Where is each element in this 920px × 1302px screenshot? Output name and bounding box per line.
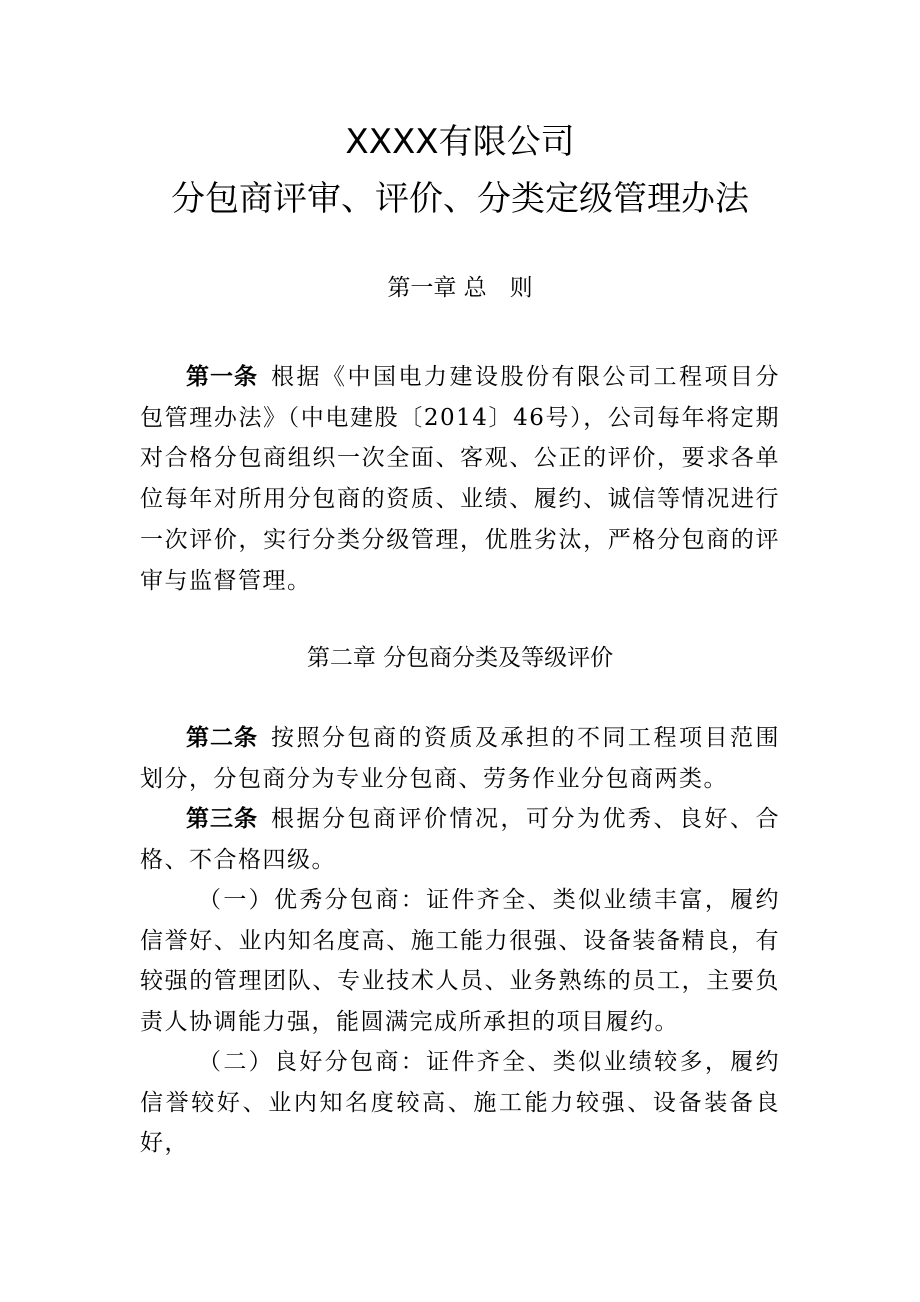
article-2-text: 按照分包商的资质及承担的不同工程项目范围划分，分包商分为专业分包商、劳务作业分包商两类。 bbox=[140, 725, 780, 792]
article-2 bbox=[140, 718, 780, 799]
grade-item-good: （二）良好分包商：证件齐全、类似业绩较多，履约信誉较好、业内知名度较高、施工能力较强、设备装备良好， bbox=[140, 1049, 780, 1157]
article-3-label: 第三条 bbox=[186, 806, 258, 832]
article-1-text: 根据《中国电力建设股份有限公司工程项目分包管理办法》（中电建股〔2014〕46号），公司每年将定期对合格分包商组织一次全面、客观、公正的评价，要求各单位每年对所用分包商的资质、业绩、履约、诚信等情况进行一次评价，实行分类分级管理，优胜劣汰，严格分包商的评审与监督管理。 bbox=[140, 364, 780, 594]
article-1-label: 第一条 bbox=[186, 364, 258, 390]
article-2-label: 第二条 bbox=[186, 725, 258, 751]
grade-item-excellent: （一）优秀分包商：证件齐全、类似业绩丰富，履约信誉好、业内知名度高、施工能力很强、设备装备精良，有较强的管理团队、专业技术人员、业务熟练的员工，主要负责人协调能力强，能圆满完成所承担的项目履约。 bbox=[140, 887, 780, 1036]
document-title-company: XXXX有限公司 bbox=[345, 122, 575, 162]
article-3-text: 根据分包商评价情况，可分为优秀、良好、合格、不合格四级。 bbox=[140, 806, 780, 873]
article-3 bbox=[140, 799, 780, 880]
chapter-2-heading: 第二章 分包商分类及等级评价 bbox=[306, 645, 614, 671]
document-title-main: 分包商评审、评价、分类定级管理办法 bbox=[171, 179, 749, 219]
article-1 bbox=[140, 357, 780, 601]
chapter-1-heading: 第一章 总 则 bbox=[387, 275, 533, 301]
